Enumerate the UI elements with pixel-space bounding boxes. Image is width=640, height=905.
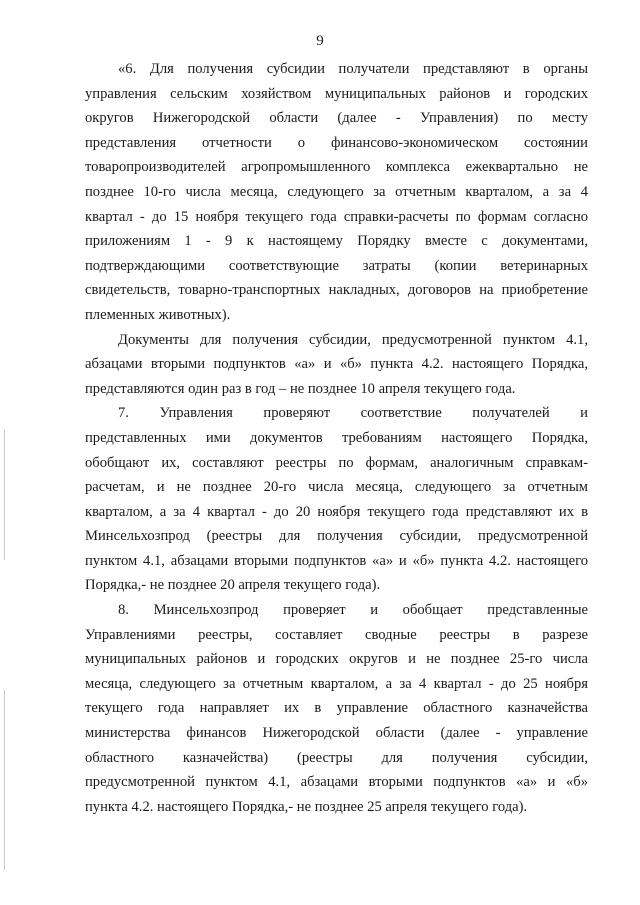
text-line: приложениям 1 - 9 к настоящему Порядку вместе с документами, [85, 233, 588, 250]
text-line: месяца, следующего за отчетным кварталом, а за 4 квартал - до 25 ноября [85, 675, 588, 692]
text-line: племенных животных). [85, 306, 231, 323]
text-line: областного казначейства) (реестры для получения субсидии, [85, 749, 588, 766]
text-line: округов Нижегородской области (далее - Управления) по месту [85, 110, 588, 127]
text-line: Порядка,- не позднее 20 апреля текущего года). [85, 577, 381, 594]
text-line: управления сельским хозяйством муниципальных районов и городских [85, 85, 588, 102]
document-body [85, 57, 588, 819]
text-line: представляются один раз в год – не позднее 10 апреля текущего года. [85, 380, 516, 397]
text-line: «6. Для получения субсидии получатели представляют в органы [118, 61, 588, 77]
text-line: товаропроизводителей агропромышленного комплекса ежеквартально не [85, 159, 588, 176]
text-line: абзацами вторыми подпунктов «а» и «б» пункта 4.2. настоящего Порядка, [85, 356, 588, 373]
text-line: подтверждающими соответствующие затраты (копии ветеринарных [85, 257, 588, 274]
text-line: предусмотренной пунктом 4.1, абзацами вторыми подпунктов «а» и «б» [85, 774, 588, 791]
text-line: расчетам, и не позднее 20-го числа месяца, следующего за отчетным [85, 479, 588, 496]
text-line: обобщают их, составляют реестры по формам, аналогичным справкам- [85, 454, 588, 471]
text-line: текущего года направляет их в управление областного казначейства [85, 700, 588, 717]
text-line: представления отчетности о финансово-экономическом состоянии [85, 134, 588, 151]
scan-edge-mark [4, 690, 5, 870]
text-line: пунктом 4.1, абзацами вторыми подпунктов «а» и «б» пункта 4.2. настоящего [85, 552, 588, 569]
scan-edge-mark [4, 430, 5, 560]
text-line: Минсельхозпрод (реестры для получения субсидии, предусмотренной [85, 528, 588, 545]
text-line: 7. Управления проверяют соответствие получателей и [118, 405, 588, 422]
text-line: муниципальных районов и городских округов и не позднее 25-го числа [85, 651, 588, 668]
text-line: Документы для получения субсидии, предусмотренной пунктом 4.1, [118, 331, 588, 348]
text-line: Управлениями реестры, составляет сводные реестры в разрезе [85, 626, 588, 643]
text-line: квартал - до 15 ноября текущего года справки-расчеты по формам согласно [85, 208, 588, 225]
text-line: министерства финансов Нижегородской области (далее - управление [85, 725, 588, 742]
text-line: кварталом, а за 4 квартал - до 20 ноября текущего года представляют их в [85, 503, 588, 520]
text-line: пункта 4.2. настоящего Порядка,- не позднее 25 апреля текущего года). [85, 798, 528, 815]
text-line: позднее 10-го числа месяца, следующего за отчетным кварталом, а за 4 [85, 183, 588, 200]
page-number: 9 [316, 33, 324, 49]
text-line: представленных ими документов требованиям настоящего Порядка, [85, 429, 588, 446]
text-line: свидетельств, товарно-транспортных накладных, договоров на приобретение [85, 282, 588, 299]
text-line: 8. Минсельхозпрод проверяет и обобщает представленные [118, 602, 588, 619]
